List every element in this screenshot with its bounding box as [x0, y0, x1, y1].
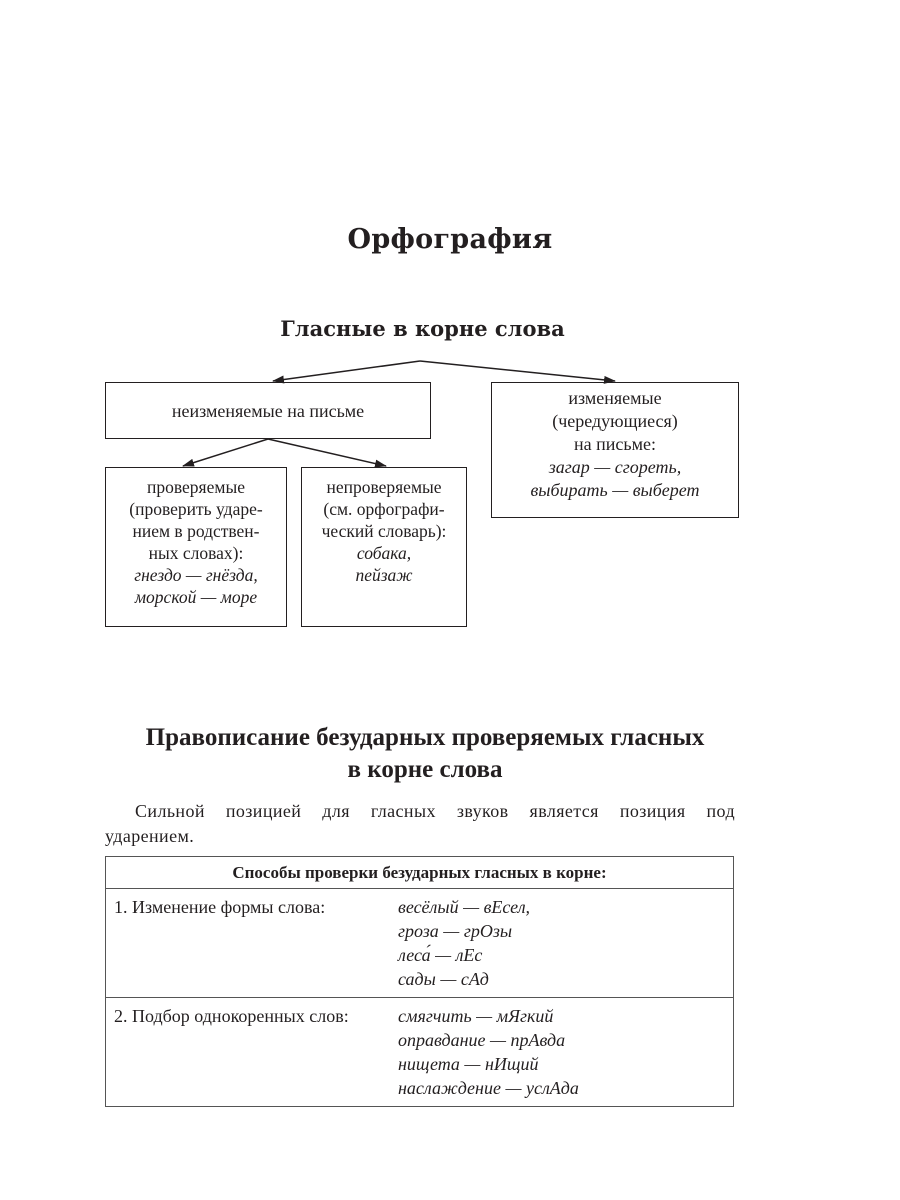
method-label: 2. Подбор однокоренных слов:	[106, 998, 399, 1107]
table-row	[106, 889, 734, 998]
intro-paragraph: Сильной позицией для гласных звуков является позиция под ударением.	[105, 801, 735, 846]
diagram-title: Гласные в корне слова	[280, 316, 565, 341]
unchangeable-label: неизменяемые на письме	[171, 400, 365, 421]
changeable-example: выбирать — выберет	[530, 480, 700, 500]
example-line: оправдание — прАвда	[398, 1030, 566, 1050]
changeable-line: на письме:	[574, 434, 656, 454]
example-line: весёлый — вЕсел,	[398, 897, 531, 917]
example-line: гроза — грОзы	[398, 921, 513, 941]
uncheckable-example: пейзаж	[355, 565, 413, 585]
example-line: леса́ — лЕс	[398, 945, 483, 965]
arrow-to-unchangeable	[273, 361, 420, 381]
checkable-example: гнездо — гнёзда,	[134, 565, 258, 585]
uncheckable-line: ческий словарь):	[321, 521, 447, 541]
uncheckable-line: непроверяемые	[326, 477, 442, 497]
checkable-line: ных словах):	[148, 543, 244, 563]
checkable-line: (проверить ударе-	[129, 499, 263, 519]
section-title-line: в корне слова	[347, 756, 503, 783]
uncheckable-example: собака,	[356, 543, 412, 563]
changeable-box	[491, 382, 739, 518]
changeable-line: изменяемые	[568, 388, 662, 408]
method-examples	[398, 998, 734, 1107]
section-title-line: Правописание безударных проверяемых гласных	[145, 724, 705, 751]
checkable-line: проверяемые	[147, 477, 245, 497]
example-line: сады — сАд	[398, 969, 489, 989]
methods-table	[105, 856, 734, 1107]
checkable-example: морской — море	[134, 587, 258, 607]
example-line: смягчить — мЯгкий	[398, 1006, 554, 1026]
changeable-example: загар — сгореть,	[548, 457, 682, 477]
page-title: Орфография	[347, 224, 553, 255]
arrow-to-checkable	[183, 439, 268, 466]
checkable-box	[105, 467, 287, 627]
unchangeable-box	[105, 382, 431, 439]
arrow-to-changeable	[420, 361, 615, 381]
checkable-line: нием в родствен-	[132, 521, 260, 541]
arrow-to-uncheckable	[268, 439, 386, 466]
table-header: Способы проверки безударных гласных в корне:	[106, 857, 734, 889]
example-line: нищета — нИщий	[398, 1054, 539, 1074]
example-line: наслаждение — услАда	[398, 1078, 579, 1098]
changeable-line: (чередующиеся)	[552, 411, 678, 431]
method-label: 1. Изменение формы слова:	[106, 889, 399, 998]
section-title	[60, 722, 790, 786]
table-row	[106, 998, 734, 1107]
uncheckable-box	[301, 467, 467, 627]
method-examples	[398, 889, 734, 998]
uncheckable-line: (см. орфографи-	[323, 499, 445, 519]
